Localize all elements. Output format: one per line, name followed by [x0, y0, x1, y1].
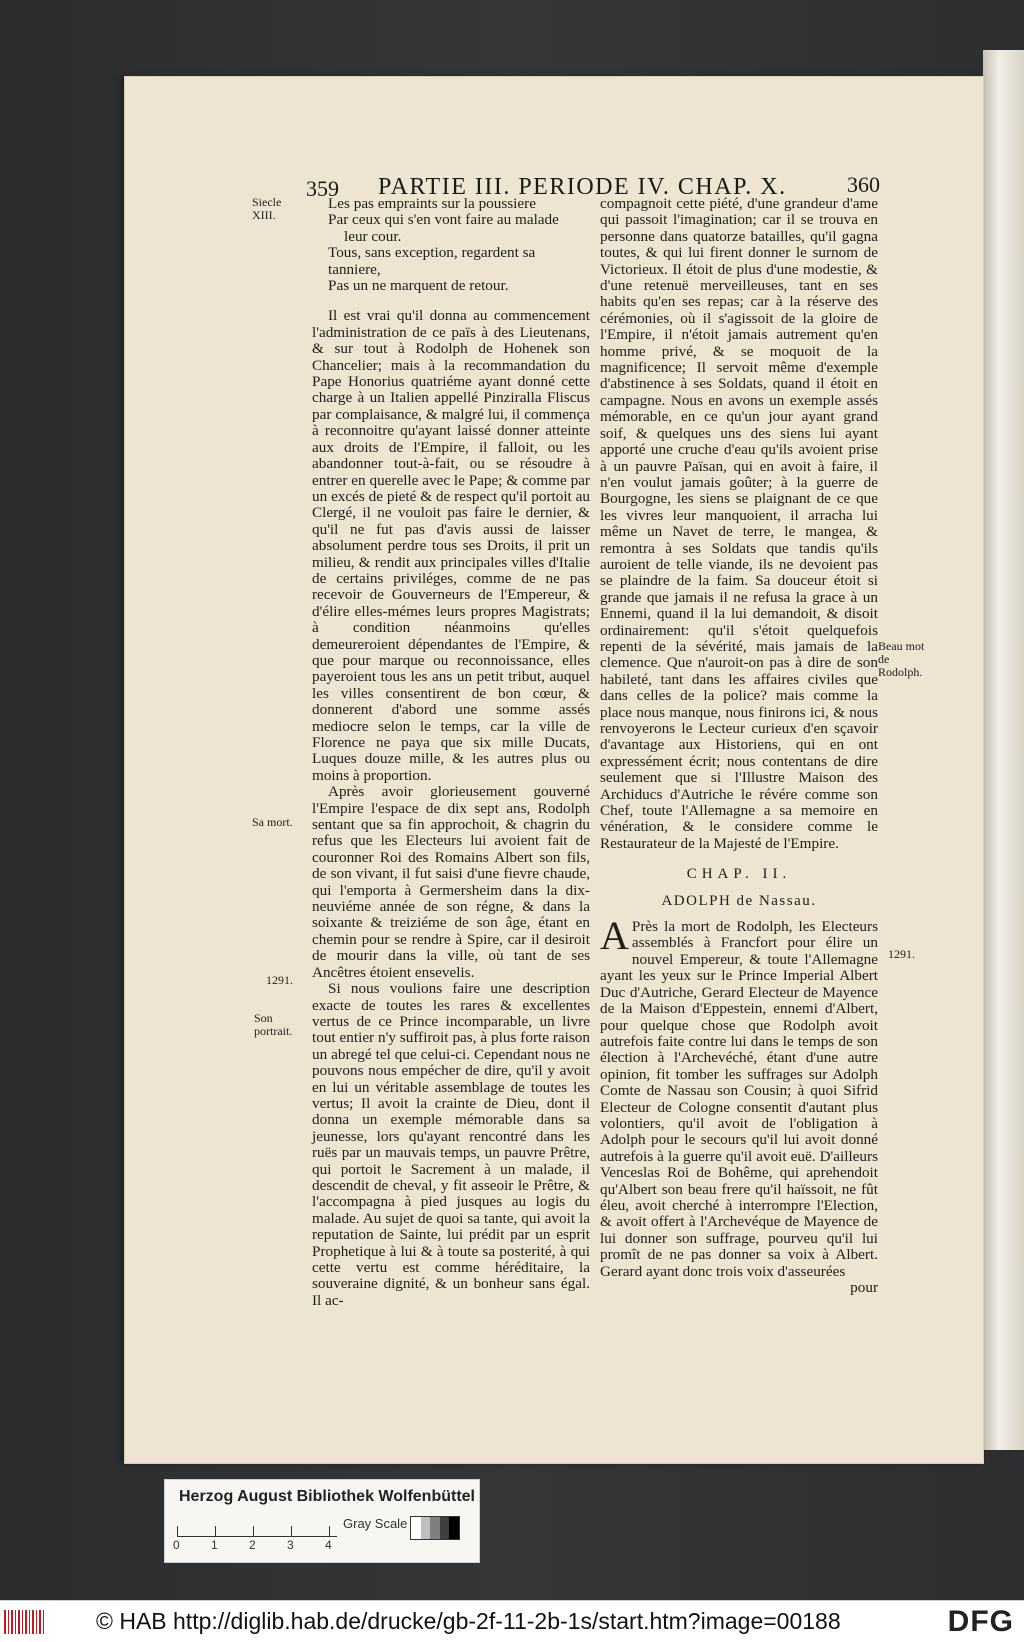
footer-bar	[0, 1600, 1024, 1642]
ruler-label: 0	[173, 1538, 180, 1552]
footer-credit[interactable]: © HAB http://diglib.hab.de/drucke/gb-2f-11-2b-1s/start.htm?image=00188	[96, 1608, 841, 1634]
drop-cap: A	[600, 913, 629, 959]
ruler-label: 3	[287, 1538, 294, 1552]
library-name: Herzog August Bibliothek Wolfenbüttel	[179, 1488, 475, 1505]
verse-line: leur cour.	[344, 227, 402, 245]
gray-swatch	[411, 1517, 421, 1539]
verse-line: Tous, sans exception, regardent sa tanniere,	[328, 244, 536, 278]
paragraph: Il est vrai qu'il donna au commencement l'administration de ce païs à des Lieutenans, & sur tout à Rodolph de Hohenek son Chancelier; mais à la recommandation du Pape Honorius quatriéme ayant donné cette charge à un Italien appellé Pinziralla Fliscus par complaisance, & malgré lui, il commença à reconnoitre qu'ayant laissé donner atteinte aux droits de l'Empire, il falloit, ou les abandonner tout-à-fait, ou se résoudre à entrer en querelle avec le Pape; & comme par un excés de pieté & de respect qu'il portoit au Clergé, il ne vouloit pas faire le dernier, & qu'il ne fut pas d'avis aussi de laisser absolument perdre tous ses Droits, il prit un milieu, & rendit aux principales villes d'Italie de certains priviléges, comme de ne pas recevoir de Gouverneurs de l'Empereur, & d'élire elles-mémes leurs propres Magistrats; à condition néanmoins qu'elles demeureroient dépendantes de l'Empire, & que pour marque ou reconnoissance, elles payeroient tous les ans un petit tribut, auquel les villes consentirent de bon cœur, & donnerent d'abord une somme assés mediocre selon le temps, car la ville de Florence ne paya que six mille Ducats, Luques douze mille, & les autres plus ou moins à proportion.	[312, 307, 590, 784]
gray-swatch	[430, 1517, 440, 1539]
paragraph-body: Près la mort de Rodolph, les Electeurs assemblés à Francfort pour élire un nouvel Empereur, & toute l'Allemagne ayant les yeux sur le Prince Imperial Albert Duc d'Autriche, Gerard Electeur de Mayence de la Maison d'Eppestein, ennemi d'Albert, pour quelque chose que Rodolph avoit autrefois faite contre lui dans le temps de son élection à l'Archevéché, étant d'une autre opinion, fit tomber les suffrages sur Adolph Comte de Nassau son Cousin; à quoi Sifrid Electeur de Cologne consentit d'autant plus volontiers, qu'il avoit de l'obligation à Adolph pour le secours qu'il lui avoit donné autrefois à la guerre qu'il avoit euë. D'ailleurs Venceslas Roi de Bohême, qui aprehendoit qu'Albert son beau frere qu'il haïssoit, ne fût éleu, avoit cherché à interrompre l'Election, & avoit offert à l'Archevéque de Mayence de lui donner son suffrage, pourveu qu'il lui promît de ne pas donner sa voix à Albert. Gerard ayant donc trois voix d'asseurées	[600, 918, 878, 1280]
right-text-column	[600, 196, 878, 1296]
ruler-tick	[291, 1526, 292, 1536]
margin-note-son-portrait: Son portrait.	[254, 1011, 293, 1038]
catchword: pour	[850, 1279, 878, 1296]
verse-line: Par ceux qui s'en vont faire au malade	[328, 211, 559, 229]
page-number-left: 359	[306, 176, 339, 201]
verse-line: Pas un ne marquent de retour.	[328, 277, 509, 295]
gray-swatch	[421, 1517, 431, 1539]
paragraph: compagnoit cette piété, d'une grandeur d'ame qui passoit l'imagination; car il se trouva en personne dans quatorze batailles, qu'il gagna toutes, & qui lui firent donner le surnom de Victorieux. Il étoit de plus d'une modestie, & d'une retenuë merveilleuses, tant en ses habits qu'en ses repas; car à la réserve des cérémonies, où il s'agissoit de la gloire de l'Empire, il n'étoit jamais autrement qu'en homme privé, & se moquoit de la magnificence; Il servoit même d'exemple d'abstinence à ses Soldats, quand il étoit en campagne. Nous en avons un exemple assés mémorable, en ce qu'un jour ayant grand soif, & quelques uns des siens lui ayant apporté une cruche d'eau qu'ils avoient prise à un pauvre Païsan, qui en avoit à faire, il n'en voulut jamais goûter; à la guerre de Bourgogne, les siens se plaignant de ce que les vivres leur manquoient, il arracha lui même un Navet de terre, le mangea, & remontra à ses Soldats que tandis qu'ils auroient de telle viande, ils ne devoient pas se plaindre de la faim. Sa douceur étoit si grande que jamais il ne refusa la grace à un Ennemi, quand il la lui demandoit, & disoit ordinairement: qu'il s'étoit quelquefois repenti de la sévérité, mais jamais de la clemence. Que n'auroit-on pas à dire de son habileté, tant dans les affaires civiles que dans celles de la police? mais comme la place nous manque, nous finirons ici, & nous renvoyerons le Lecteur curieux d'en sçavoir d'avantage aux Historiens, qui en ont expressément écrit; nous contentans de dire seulement que si l'Illustre Maison des Archiducs d'Autriche le révére comme son Chef, toute l'Allemagne a sa memoire en vénération, & le considere comme le Restaurateur de la Majesté de l'Empire.	[600, 195, 878, 852]
gray-scale-label: Gray Scale	[343, 1516, 408, 1531]
margin-note-siecle: Siecle XIII.	[252, 195, 282, 222]
ruler-label: 2	[249, 1538, 256, 1552]
ruler-tick	[329, 1526, 330, 1536]
ruler-tick	[177, 1526, 178, 1536]
section-heading: ADOLPH de Nassau.	[661, 892, 817, 909]
color-reference-card	[164, 1479, 480, 1563]
gray-swatch	[440, 1517, 450, 1539]
page-number-right: 360	[847, 172, 880, 197]
ruler-tick	[253, 1526, 254, 1536]
left-text-column	[312, 196, 590, 1309]
paragraph: Après avoir glorieusement gouverné l'Empire l'espace de dix sept ans, Rodolph sentant que sa fin approchoit, & chagrin du refus que les Electeurs lui avoient fait de couronner Roi des Romains Albert son fils, de son vivant, il fut saisi d'une fievre chaude, qui l'emporta à Germersheim dans la dix-neuviéme année de son régne, & dans la soixante & treiziéme de son âge, étant en chemin pour se rendre à Spire, car il desiroit de mourir dans la ville, où tant de ses Ancêtres étoient ensevelis.	[312, 783, 590, 981]
ruler-label: 1	[211, 1538, 218, 1552]
verse-block	[328, 196, 590, 294]
next-page-edge	[983, 50, 1024, 1450]
gray-scale-swatches	[410, 1516, 460, 1540]
gray-swatch	[449, 1517, 459, 1539]
margin-note-beau-mot: Beau mot de Rodolph.	[878, 639, 925, 679]
running-title: PARTIE III. PERIODE IV. CHAP. X.	[378, 174, 787, 200]
chapter-heading: CHAP. II.	[686, 866, 792, 883]
margin-note-year-right: 1291.	[888, 947, 915, 961]
scale-ruler	[177, 1516, 337, 1537]
ruler-tick	[215, 1526, 216, 1536]
ruler-label: 4	[325, 1538, 332, 1552]
verse-line: Les pas empraints sur la poussiere	[328, 195, 536, 212]
paragraph: Si nous voulions faire une description exacte de toutes les rares & excellentes vertus de ce Prince incomparable, un livre tout entier n'y suffiroit pas, à plus forte raison un abregé tel que celui-ci. Cependant nous ne pouvons nous empécher de dire, qu'il y avoit en lui un véritable assemblage de toutes les vertus; Il avoit la crainte de Dieu, dont il donna un exemple mémorable dans sa jeunesse, lors qu'ayant rencontré dans les ruës par un mauvais temps, un pauvre Prêtre, qui portoit le Sacrement à un malade, il descendit de cheval, y fit asseoir le Prêtre, & l'accompagna à pied jusques au logis du malade. Au sujet de quoi sa tante, qui avoit la reputation de Sainte, lui prédit par un esprit Prophetique à lui & à toute sa posterité, à qui cette vertu est comme héréditaire, la souveraine dignité, & un bonheur sans égal. Il ac-	[312, 980, 590, 1309]
margin-note-year-left: 1291.	[266, 973, 293, 987]
margin-note-sa-mort: Sa mort.	[252, 815, 293, 829]
paragraph-with-dropcap	[600, 913, 878, 1280]
dfg-logo: DFG	[947, 1605, 1014, 1638]
hab-barcode-logo-icon	[4, 1610, 44, 1634]
